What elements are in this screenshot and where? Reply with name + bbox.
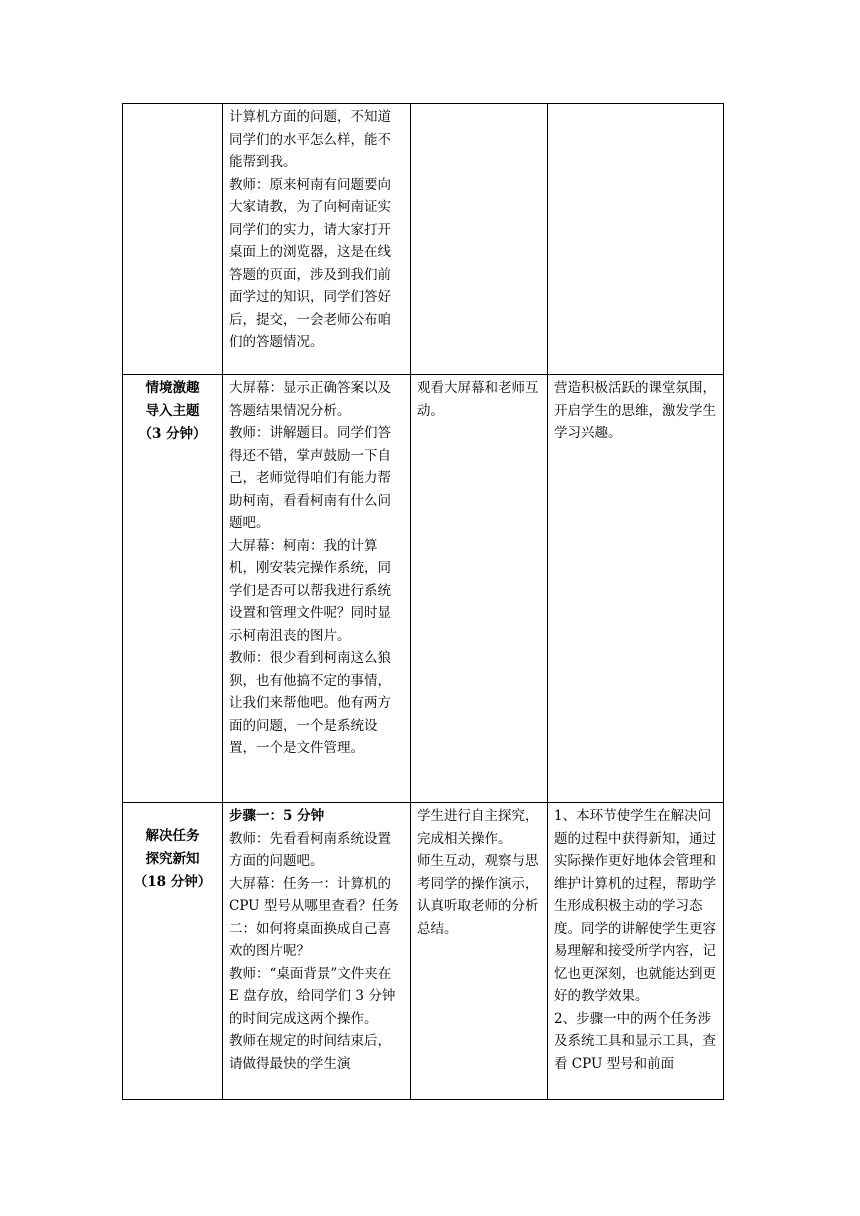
student-text: 师生互动，观察与思考同学的操作演示，认真听取老师的分析总结。 bbox=[417, 853, 539, 937]
lesson-plan-table bbox=[122, 103, 724, 1100]
stage-label: 探究新知 bbox=[145, 851, 200, 867]
stage-label: 情境激趣 bbox=[145, 380, 200, 396]
stage-cell bbox=[123, 104, 223, 375]
teacher-text: 大屏幕：任务一：计算机的 CPU 型号从哪里查看？任务二：如何将桌面换成自己喜欢的图片呢？ bbox=[229, 875, 399, 959]
teacher-text: 大屏幕：柯南：我的计算机，刚安装完操作系统，同学们是否可以帮我进行系统设置和管理文件呢？同时显示柯南沮丧的图片。 bbox=[229, 537, 391, 644]
student-text: 观看大屏幕和老师互动。 bbox=[417, 380, 539, 419]
table-row bbox=[123, 375, 724, 803]
teacher-text: 教师：很少看到柯南这么狼狈，也有他搞不定的事情，让我们来帮他吧。他有两方面的问题，一个是系统设置，一个是文件管理。 bbox=[229, 650, 391, 756]
teacher-activity-cell bbox=[223, 104, 411, 375]
teacher-activity-cell bbox=[223, 375, 411, 803]
student-activity-cell bbox=[411, 104, 548, 375]
teacher-activity-cell bbox=[223, 803, 411, 1100]
stage-label: 导入主题 bbox=[145, 403, 200, 419]
stage-label: 解决任务 bbox=[145, 828, 200, 844]
design-intent-cell bbox=[548, 104, 724, 375]
teacher-text: 教师：原来柯南有问题要向大家请教，为了向柯南证实同学们的实力，请大家打开桌面上的浏览器，这是在线答题的页面，涉及到我们前面学过的知识，同学们答好后，提交，一会老师公布咱们的答题情况。 bbox=[229, 176, 391, 350]
table-row bbox=[123, 104, 724, 375]
teacher-text: 教师：“桌面背景”文件夹在 E 盘存放，给同学们 3 分钟的时间完成这两个操作。 bbox=[229, 965, 396, 1027]
teacher-text: 教师：讲解题目。同学们答得还不错，掌声鼓励一下自己，老师觉得咱们有能力帮助柯南，看看柯南有什么问题吧。 bbox=[229, 425, 391, 531]
intent-text: 2、步骤一中的两个任务涉及系统工具和显示工具，查看 CPU 型号和前面 bbox=[554, 1010, 716, 1072]
stage-cell bbox=[123, 375, 223, 803]
stage-cell bbox=[123, 803, 223, 1100]
intent-text: 1、本环节使学生在解决问题的过程中获得新知，通过实际操作更好地体会管理和维护计算机的过程，帮助学生形成积极主动的学习态度。同学的讲解使学生更容易理解和接受所学内容，记忆也更深刻，也就能达到更好的教学效果。 bbox=[554, 808, 716, 1004]
design-intent-cell bbox=[548, 375, 724, 803]
teacher-text: 教师：先看看柯南系统设置方面的问题吧。 bbox=[229, 830, 391, 869]
teacher-text: 计算机方面的问题，不知道同学们的水平怎么样，能不能帮到我。 bbox=[229, 109, 391, 170]
student-activity-cell bbox=[411, 803, 548, 1100]
intent-text: 营造积极活跃的课堂氛围，开启学生的思维，激发学生学习兴趣。 bbox=[554, 380, 716, 441]
student-text: 学生进行自主探究，完成相关操作。 bbox=[417, 808, 539, 847]
design-intent-cell bbox=[548, 803, 724, 1100]
teacher-text: 大屏幕：显示正确答案以及答题结果情况分析。 bbox=[229, 380, 391, 419]
student-activity-cell bbox=[411, 375, 548, 803]
stage-duration: （18 分钟） bbox=[133, 874, 212, 890]
teacher-text: 教师在规定的时间结束后，请做得最快的学生演 bbox=[229, 1033, 391, 1072]
step-title: 步骤一：5 分钟 bbox=[229, 808, 325, 824]
table-row bbox=[123, 803, 724, 1100]
stage-duration: （3 分钟） bbox=[138, 426, 207, 442]
